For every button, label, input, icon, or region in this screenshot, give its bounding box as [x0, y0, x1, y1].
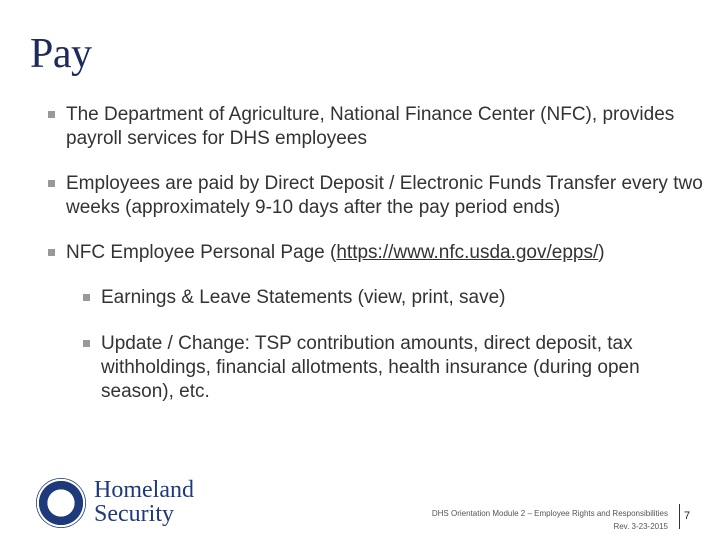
- sub-bullet-item: [83, 332, 708, 404]
- slide-title: Pay: [30, 31, 92, 77]
- bullet-text: Employees are paid by Direct Deposit / Electronic Funds Transfer every two weeks (approximately 9-10 days after the pay period ends): [66, 173, 703, 218]
- sub-bullet-text: Earnings & Leave Statements (view, print, save): [101, 287, 506, 308]
- bullet-text-after: ): [598, 242, 605, 263]
- square-bullet-icon: [83, 294, 90, 301]
- bullet-text-before: NFC Employee Personal Page (: [66, 242, 337, 263]
- bullet-text: [48, 241, 708, 265]
- sub-bullet-text: Update / Change: TSP contribution amounts, direct deposit, tax withholdings, financial allotments, health insurance (during open season), etc.: [101, 333, 640, 402]
- logo-line-1: Homeland: [94, 477, 194, 503]
- dhs-seal-icon: [36, 478, 86, 528]
- footer-note: [388, 507, 668, 533]
- sub-bullet-item: [83, 286, 708, 310]
- nfc-epps-link[interactable]: https://www.nfc.usda.gov/epps/: [336, 242, 599, 263]
- logo-wordmark: [94, 478, 194, 526]
- footer-note-line-2: Rev. 3-23-2015: [613, 522, 668, 531]
- bullet-item: [48, 172, 708, 220]
- homeland-security-logo: [36, 476, 216, 530]
- footer-divider: [679, 504, 680, 529]
- bullet-item: [48, 103, 708, 151]
- square-bullet-icon: [83, 340, 90, 347]
- logo-line-2: Security: [94, 501, 174, 527]
- square-bullet-icon: [48, 180, 55, 187]
- bullet-item: [48, 241, 708, 265]
- bullet-text: The Department of Agriculture, National Finance Center (NFC), provides payroll services for DHS employees: [66, 104, 675, 149]
- bullet-list: [48, 103, 708, 426]
- square-bullet-icon: [48, 111, 55, 118]
- footer-note-line-1: DHS Orientation Module 2 – Employee Rights and Responsibilities: [431, 509, 668, 518]
- square-bullet-icon: [48, 249, 55, 256]
- page-number: 7: [684, 510, 691, 522]
